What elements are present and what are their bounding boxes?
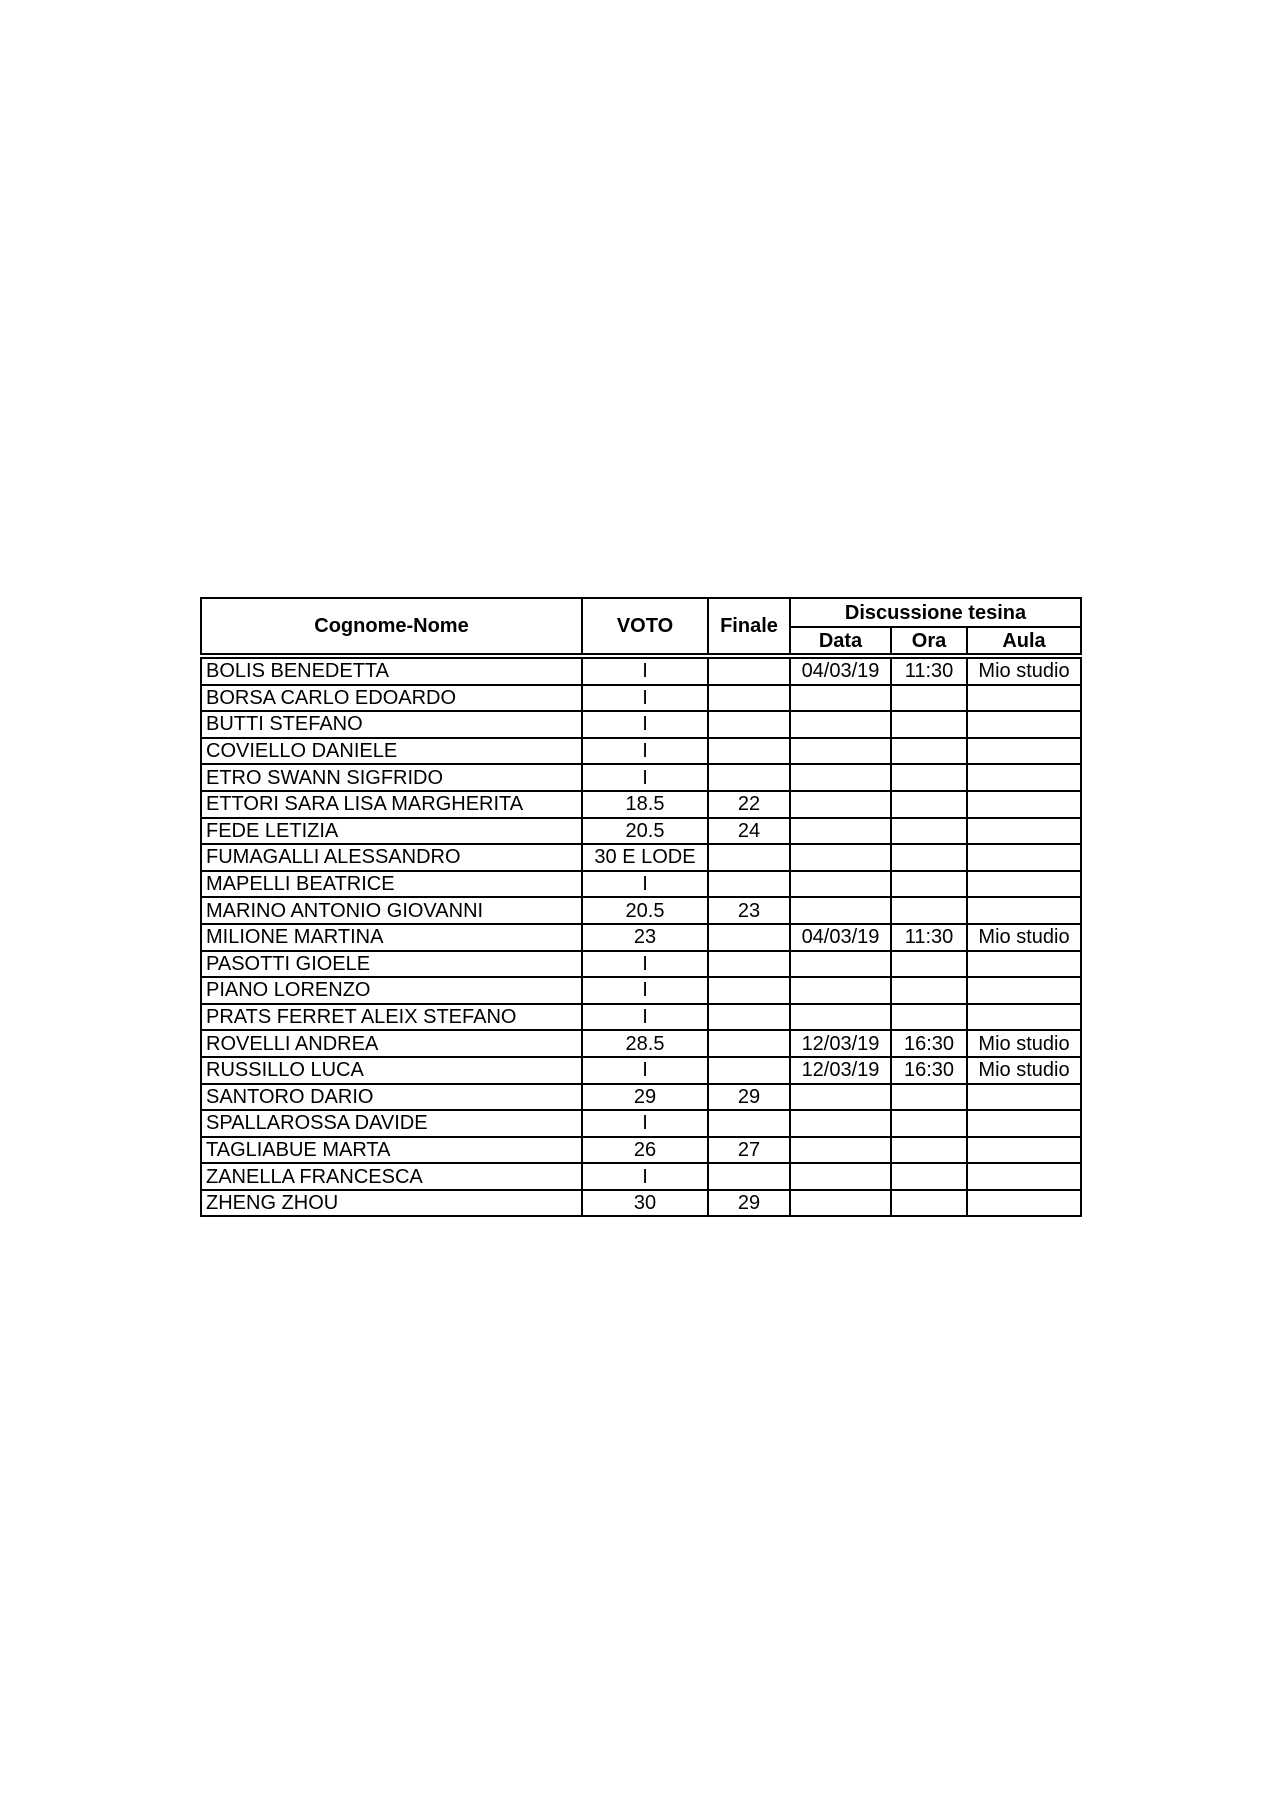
cell-name: RUSSILLO LUCA	[201, 1057, 582, 1084]
table-body	[201, 656, 1081, 1216]
cell-finale	[708, 871, 790, 898]
cell-data	[790, 818, 891, 845]
cell-aula	[967, 738, 1081, 765]
cell-voto: I	[582, 738, 708, 765]
cell-aula	[967, 951, 1081, 978]
header-data: Data	[790, 627, 891, 656]
cell-aula	[967, 818, 1081, 845]
cell-voto: I	[582, 1057, 708, 1084]
cell-data	[790, 951, 891, 978]
cell-voto: I	[582, 1163, 708, 1190]
cell-name: FEDE LETIZIA	[201, 818, 582, 845]
cell-finale	[708, 1110, 790, 1137]
cell-name: PASOTTI GIOELE	[201, 951, 582, 978]
table-row	[201, 924, 1081, 951]
cell-voto: I	[582, 871, 708, 898]
cell-finale	[708, 656, 790, 685]
cell-aula: Mio studio	[967, 924, 1081, 951]
cell-name: BORSA CARLO EDOARDO	[201, 685, 582, 712]
table-row	[201, 844, 1081, 871]
cell-aula	[967, 1110, 1081, 1137]
cell-ora	[891, 1163, 967, 1190]
cell-ora: 16:30	[891, 1030, 967, 1057]
cell-ora	[891, 951, 967, 978]
header-finale: Finale	[708, 598, 790, 656]
cell-data	[790, 844, 891, 871]
cell-aula	[967, 977, 1081, 1004]
cell-name: FUMAGALLI ALESSANDRO	[201, 844, 582, 871]
cell-name: COVIELLO DANIELE	[201, 738, 582, 765]
cell-ora	[891, 711, 967, 738]
cell-voto: 23	[582, 924, 708, 951]
cell-finale	[708, 1030, 790, 1057]
cell-voto: I	[582, 656, 708, 685]
cell-aula	[967, 897, 1081, 924]
table-row	[201, 791, 1081, 818]
cell-voto: 26	[582, 1137, 708, 1164]
cell-voto: I	[582, 1110, 708, 1137]
cell-aula	[967, 1004, 1081, 1031]
cell-ora	[891, 977, 967, 1004]
cell-name: MARINO ANTONIO GIOVANNI	[201, 897, 582, 924]
cell-data	[790, 1163, 891, 1190]
table-row	[201, 818, 1081, 845]
cell-name: ZHENG ZHOU	[201, 1190, 582, 1217]
cell-name: PIANO LORENZO	[201, 977, 582, 1004]
cell-finale	[708, 951, 790, 978]
cell-voto: 29	[582, 1084, 708, 1111]
cell-data	[790, 1110, 891, 1137]
cell-ora	[891, 685, 967, 712]
cell-voto: I	[582, 1004, 708, 1031]
cell-finale	[708, 685, 790, 712]
cell-ora	[891, 1190, 967, 1217]
cell-ora	[891, 871, 967, 898]
cell-name: TAGLIABUE MARTA	[201, 1137, 582, 1164]
cell-data	[790, 1137, 891, 1164]
cell-data	[790, 871, 891, 898]
cell-data	[790, 764, 891, 791]
cell-finale	[708, 1163, 790, 1190]
cell-data	[790, 1084, 891, 1111]
cell-voto: 30	[582, 1190, 708, 1217]
cell-finale	[708, 977, 790, 1004]
header-ora: Ora	[891, 627, 967, 656]
cell-finale	[708, 764, 790, 791]
table-row	[201, 871, 1081, 898]
cell-ora	[891, 1084, 967, 1111]
cell-ora	[891, 764, 967, 791]
cell-ora	[891, 1004, 967, 1031]
cell-aula	[967, 871, 1081, 898]
table-row	[201, 711, 1081, 738]
cell-ora: 16:30	[891, 1057, 967, 1084]
cell-name: ROVELLI ANDREA	[201, 1030, 582, 1057]
table-row	[201, 656, 1081, 685]
cell-data: 04/03/19	[790, 924, 891, 951]
cell-finale: 23	[708, 897, 790, 924]
table-header	[201, 598, 1081, 656]
cell-aula	[967, 791, 1081, 818]
cell-finale	[708, 844, 790, 871]
table-row	[201, 951, 1081, 978]
cell-voto: I	[582, 764, 708, 791]
cell-data	[790, 1190, 891, 1217]
cell-name: ETTORI SARA LISA MARGHERITA	[201, 791, 582, 818]
table-row	[201, 1163, 1081, 1190]
cell-voto: 18.5	[582, 791, 708, 818]
table-row	[201, 977, 1081, 1004]
results-table	[200, 597, 1082, 1217]
cell-voto: 30 E LODE	[582, 844, 708, 871]
cell-ora	[891, 1110, 967, 1137]
header-voto: VOTO	[582, 598, 708, 656]
cell-finale	[708, 711, 790, 738]
table-row	[201, 1084, 1081, 1111]
table-row	[201, 1004, 1081, 1031]
cell-ora: 11:30	[891, 656, 967, 685]
table-row	[201, 897, 1081, 924]
cell-name: PRATS FERRET ALEIX STEFANO	[201, 1004, 582, 1031]
cell-ora	[891, 791, 967, 818]
header-discussione-tesina: Discussione tesina	[790, 598, 1081, 627]
cell-data: 12/03/19	[790, 1030, 891, 1057]
cell-data	[790, 711, 891, 738]
cell-name: SPALLAROSSA DAVIDE	[201, 1110, 582, 1137]
cell-finale: 29	[708, 1190, 790, 1217]
cell-data	[790, 738, 891, 765]
cell-aula	[967, 685, 1081, 712]
table-row	[201, 1030, 1081, 1057]
cell-finale: 29	[708, 1084, 790, 1111]
cell-ora	[891, 897, 967, 924]
cell-finale: 22	[708, 791, 790, 818]
cell-aula	[967, 764, 1081, 791]
cell-ora: 11:30	[891, 924, 967, 951]
cell-finale: 27	[708, 1137, 790, 1164]
cell-name: MILIONE MARTINA	[201, 924, 582, 951]
cell-data	[790, 791, 891, 818]
cell-name: MAPELLI BEATRICE	[201, 871, 582, 898]
cell-finale	[708, 924, 790, 951]
cell-finale: 24	[708, 818, 790, 845]
cell-ora	[891, 844, 967, 871]
cell-aula	[967, 711, 1081, 738]
cell-ora	[891, 818, 967, 845]
cell-aula	[967, 1163, 1081, 1190]
table-row	[201, 1110, 1081, 1137]
cell-aula: Mio studio	[967, 656, 1081, 685]
cell-aula	[967, 1190, 1081, 1217]
cell-voto: I	[582, 951, 708, 978]
cell-aula	[967, 844, 1081, 871]
cell-data	[790, 977, 891, 1004]
cell-name: BUTTI STEFANO	[201, 711, 582, 738]
cell-ora	[891, 738, 967, 765]
cell-voto: 20.5	[582, 818, 708, 845]
header-aula: Aula	[967, 627, 1081, 656]
cell-name: BOLIS BENEDETTA	[201, 656, 582, 685]
cell-aula: Mio studio	[967, 1030, 1081, 1057]
cell-name: ETRO SWANN SIGFRIDO	[201, 764, 582, 791]
cell-aula: Mio studio	[967, 1057, 1081, 1084]
cell-aula	[967, 1137, 1081, 1164]
cell-finale	[708, 1004, 790, 1031]
cell-voto: I	[582, 685, 708, 712]
table-row	[201, 685, 1081, 712]
cell-voto: 28.5	[582, 1030, 708, 1057]
cell-data	[790, 1004, 891, 1031]
cell-data	[790, 897, 891, 924]
cell-voto: 20.5	[582, 897, 708, 924]
cell-data	[790, 685, 891, 712]
header-name: Cognome-Nome	[201, 598, 582, 656]
table-row	[201, 764, 1081, 791]
cell-name: SANTORO DARIO	[201, 1084, 582, 1111]
table-row	[201, 1057, 1081, 1084]
cell-data: 12/03/19	[790, 1057, 891, 1084]
cell-finale	[708, 738, 790, 765]
table-row	[201, 738, 1081, 765]
table-row	[201, 1137, 1081, 1164]
table-row	[201, 1190, 1081, 1217]
cell-ora	[891, 1137, 967, 1164]
cell-finale	[708, 1057, 790, 1084]
cell-voto: I	[582, 711, 708, 738]
cell-voto: I	[582, 977, 708, 1004]
cell-name: ZANELLA FRANCESCA	[201, 1163, 582, 1190]
cell-aula	[967, 1084, 1081, 1111]
cell-data: 04/03/19	[790, 656, 891, 685]
